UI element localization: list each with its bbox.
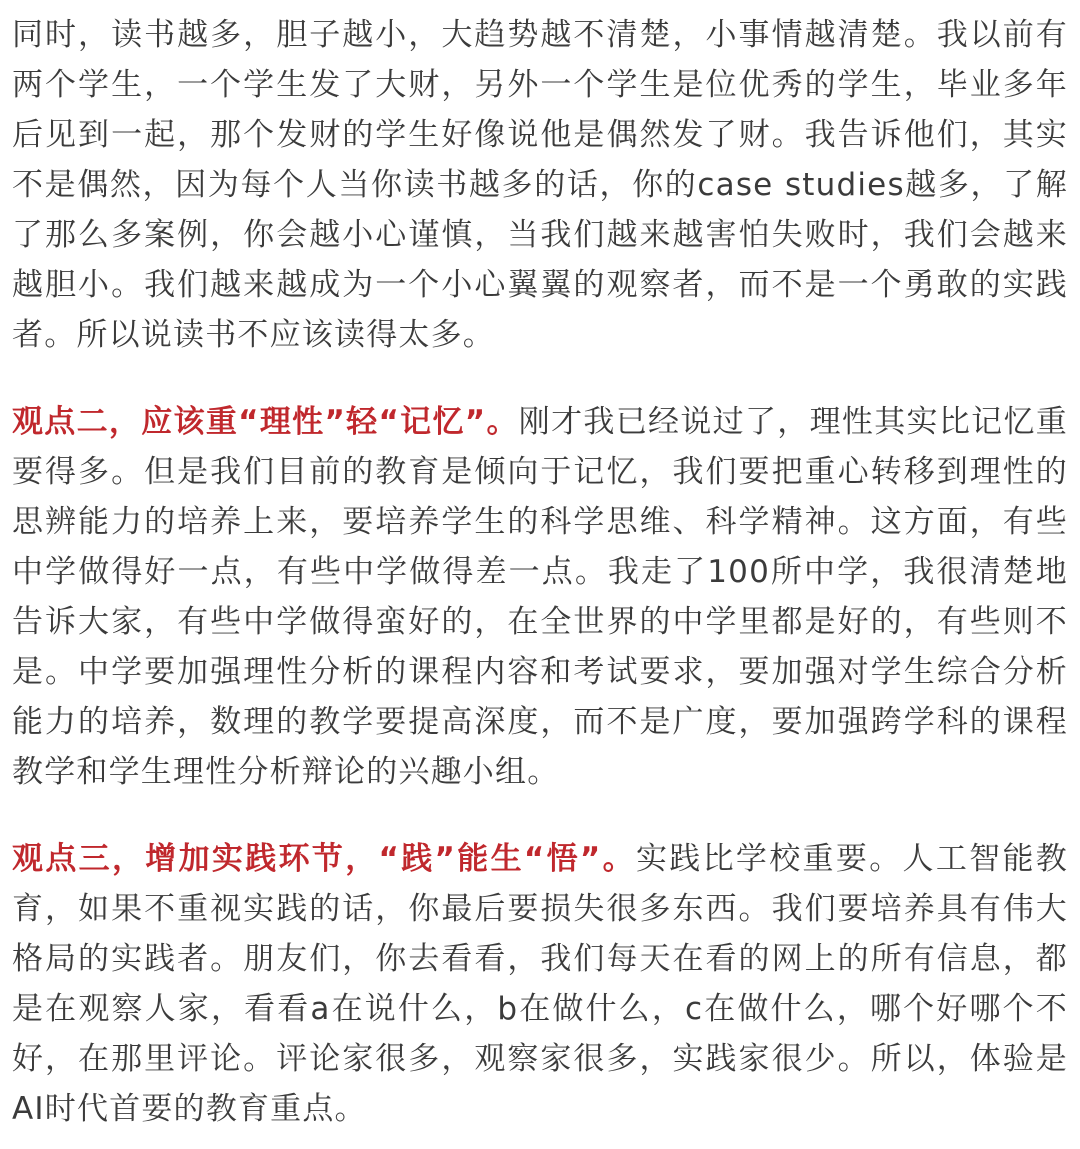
paragraph-point-two — [12, 397, 1068, 797]
paragraph-1-text: 同时，读书越多，胆子越小，大趋势越不清楚，小事情越清楚。我以前有两个学生，一个学生发了大财，另外一个学生是位优秀的学生，毕业多年后见到一起，那个发财的学生好像说他是偶然发了财。我告诉他们，其实不是偶然，因为每个人当你读书越多的话，你的case studies越多，了解了那么多案例，你会越小心谨慎，当我们越来越害怕失败时，我们会越来越胆小。我们越来越成为一个小心翼翼的观察者，而不是一个勇敢的实践者。所以说读书不应该读得太多。 — [12, 17, 1068, 353]
point-two-heading: 观点二，应该重“理性”轻“记忆”。 — [12, 404, 519, 440]
point-two-text: 刚才我已经说过了，理性其实比记忆重要得多。但是我们目前的教育是倾向于记忆，我们要把重心转移到理性的思辨能力的培养上来，要培养学生的科学思维、科学精神。这方面，有些中学做得好一点，有些中学做得差一点。我走了100所中学，我很清楚地告诉大家，有些中学做得蛮好的，在全世界的中学里都是好的，有些则不是。中学要加强理性分析的课程内容和考试要求，要加强对学生综合分析能力的培养，数理的教学要提高深度，而不是广度，要加强跨学科的课程教学和学生理性分析辩论的兴趣小组。 — [12, 404, 1068, 790]
paragraph-point-three — [12, 834, 1068, 1134]
point-three-heading: 观点三，增加实践环节，“践”能生“悟”。 — [12, 841, 636, 877]
paragraph-reading-courage — [12, 10, 1068, 360]
point-three-text: 实践比学校重要。人工智能教育，如果不重视实践的话，你最后要损失很多东西。我们要培养具有伟大格局的实践者。朋友们，你去看看，我们每天在看的网上的所有信息，都是在观察人家，看看a在说什么，b在做什么，c在做什么，哪个好哪个不好，在那里评论。评论家很多，观察家很多，实践家很少。所以，体验是AI时代首要的教育重点。 — [12, 841, 1068, 1127]
